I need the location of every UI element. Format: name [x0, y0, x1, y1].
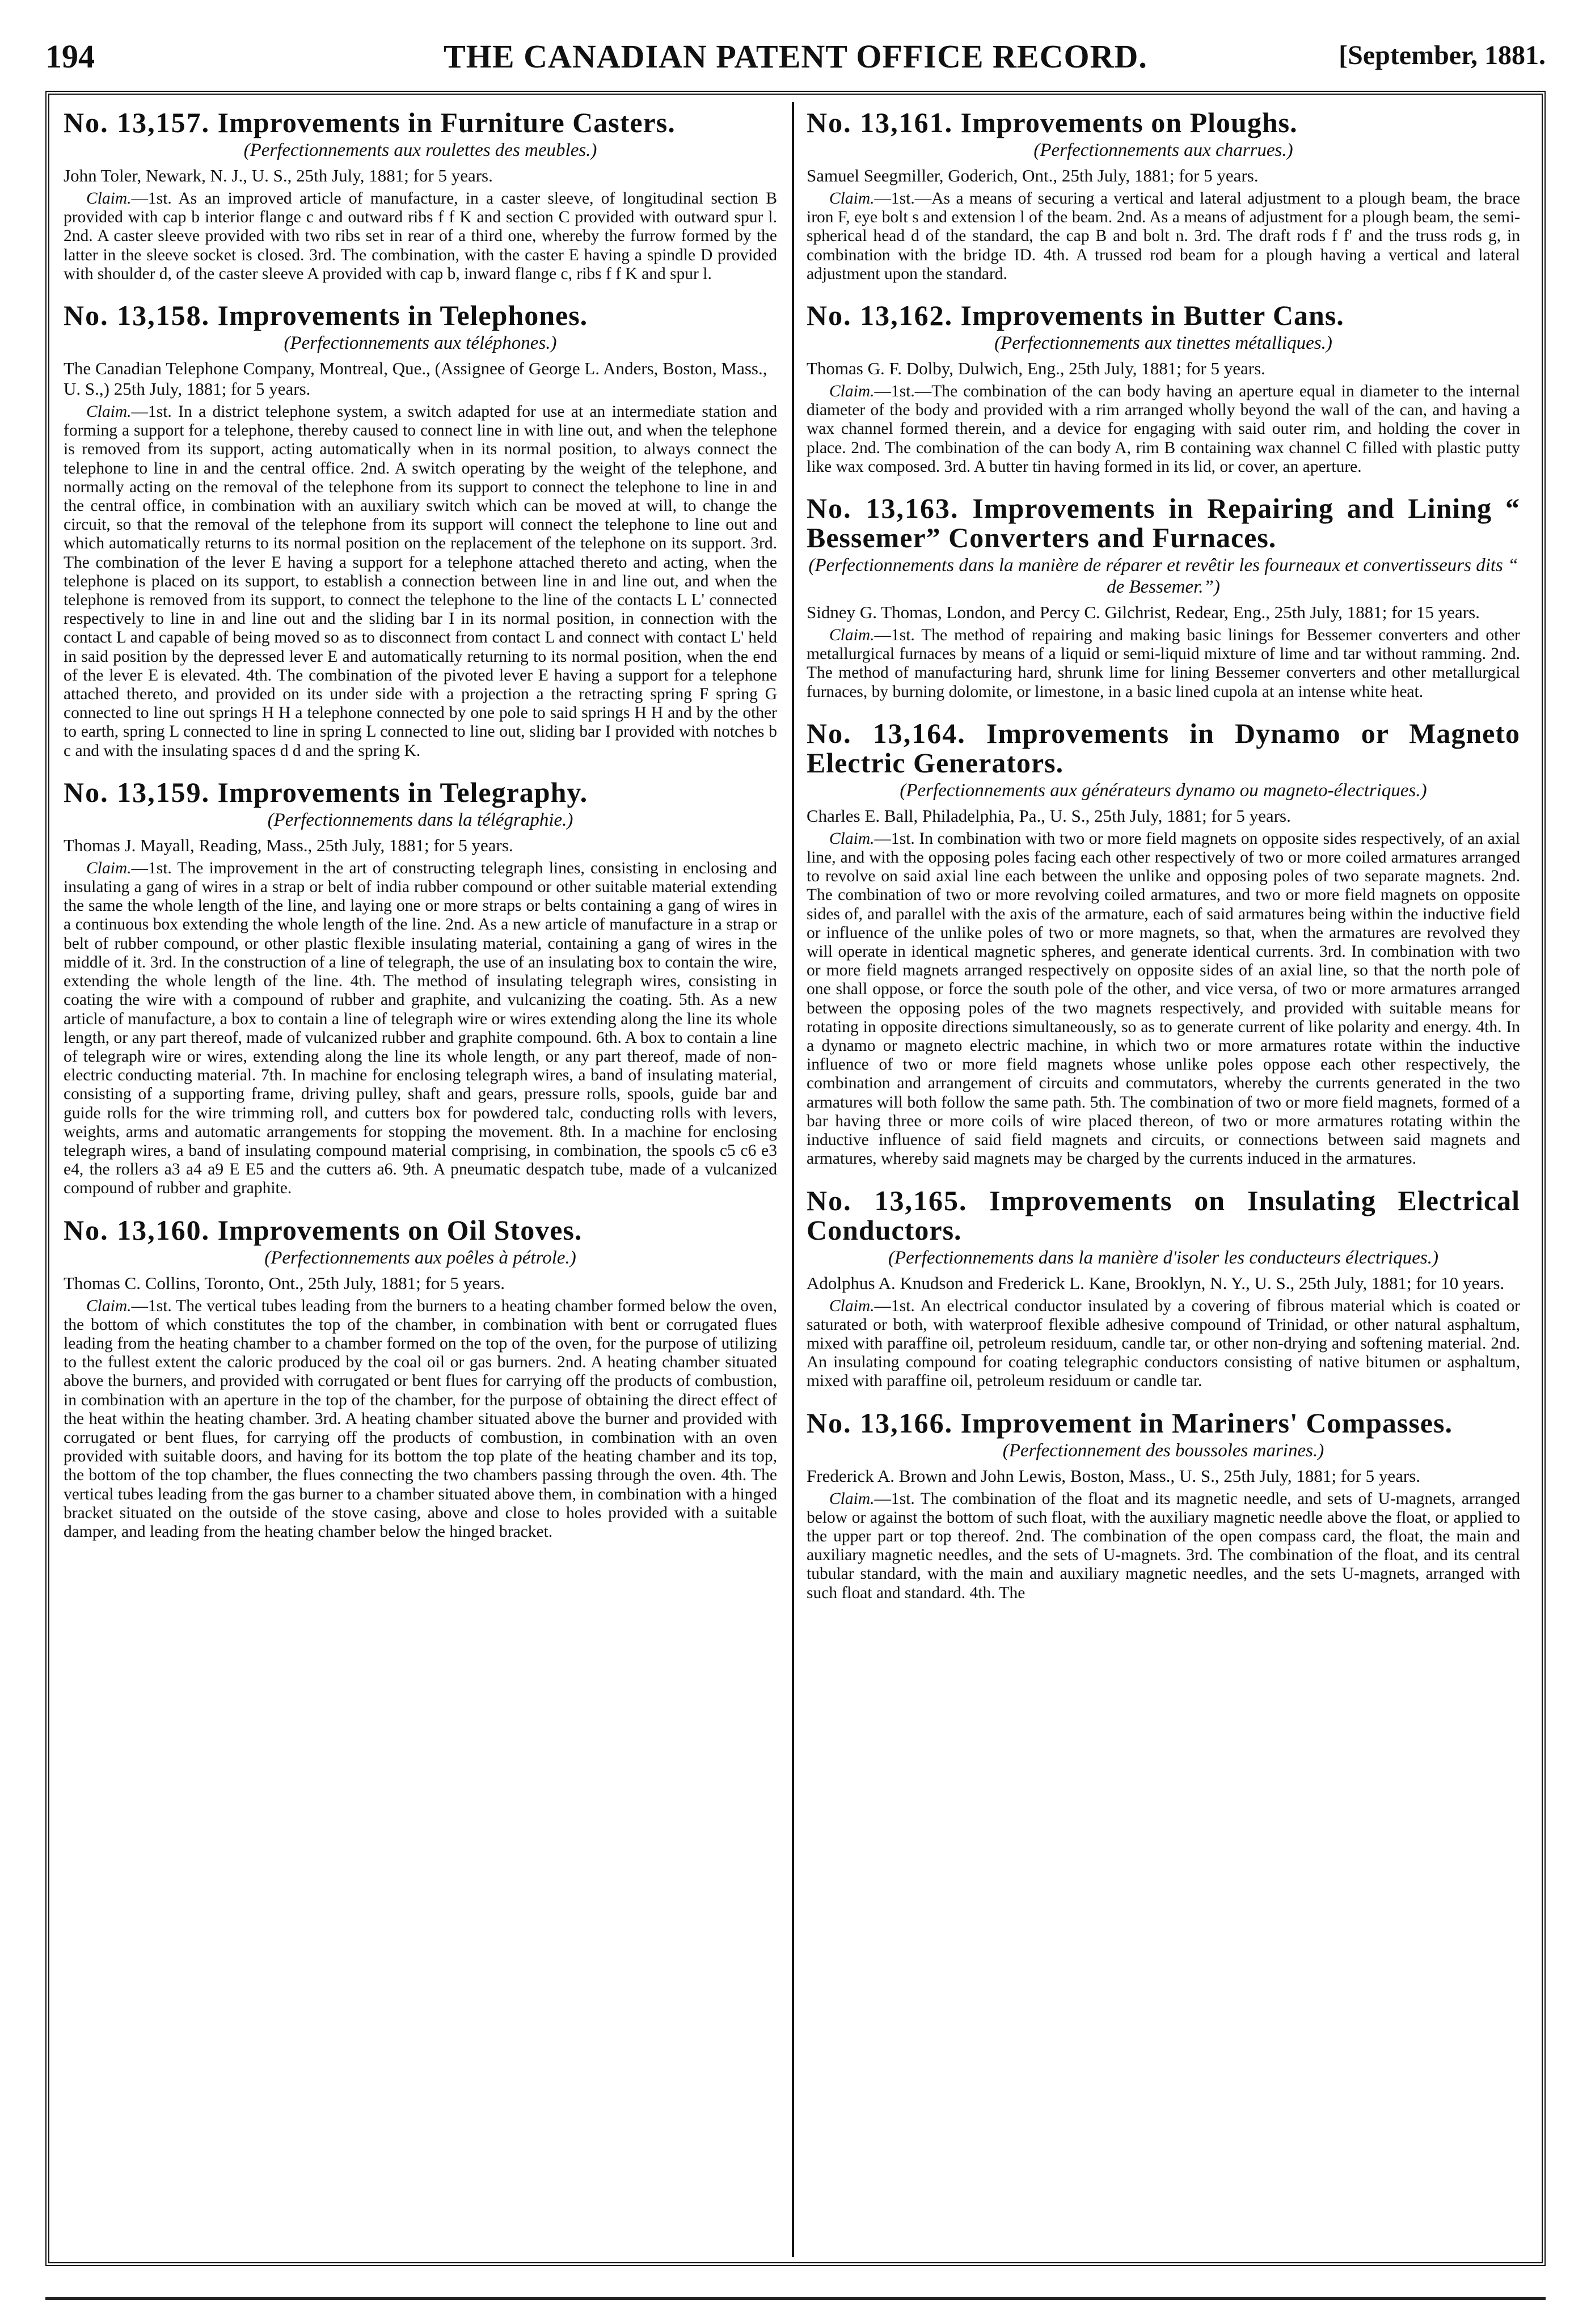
- claim-body: —1st. The method of repairing and making basic linings for Bessemer converters and other metallurgical furnaces by means of a liquid or semi-liquid mixture of lime and tar without ramming. 2nd. The method of manufacturing hard, shrunk lime for lining Bessemer converters and other metallurgical furnaces, by burning dolomite, or limestone, in a basic lined cupola at an intense white heat.: [807, 626, 1520, 701]
- claim-label: Claim.: [829, 1296, 875, 1315]
- claim-label: Claim.: [829, 829, 875, 848]
- claim-body: —1st. The improvement in the art of constructing telegraph lines, consisting in enclosing and insulating a gang of wires in a strap or belt of india rubber compound or other suitable material extending the same the whole length of the line, and laying one or more straps or belts containing a gang of wires in a continuous box extending the whole length of the line. 2nd. As a new article of manufacture in a strap or belt of rubber compound, or other plastic flexible insulating material, containing a gang of wires in the middle of it. 3rd. In the construction of a line of telegraph, the use of an insulating box to contain the wire, extending the whole length of the line. 4th. The method of insulating telegraph wires, consisting in coating the wire with a compound of rubber and graphite, and vulcanizing the coating. 5th. As a new article of manufacture, a box to contain a line of telegraph wire or wires extending along the line its whole length, or any part thereof, made of vulcanized rubber and graphite compound. 6th. A box to contain a line of telegraph wire or wires, extending along the line its whole length, or any part thereof, made of non-electric conducting material. 7th. In machine for enclosing telegraph wires, a band of insulating material, consisting of a supporting frame, driving pulley, shaft and gears, pressure rolls, spools, guide bar and guide rolls for the wire trimming roll, and cutters box for powdered talc, conducting rolls with levers, weights, arms and automatic arrangements for stopping the movement. 8th. In a machine for enclosing telegraph wires, a band of insulating compound material comprising, in combination, the spools c5 c6 e3 e4, the rollers a3 a4 a9 E E5 and the cutters a6. 9th. A pneumatic despatch tube, made of a vulcanized compound of rubber and graphite.: [64, 859, 777, 1198]
- patent-entry: [807, 1186, 1520, 1391]
- claim-label: Claim.: [829, 626, 875, 645]
- patent-number: No. 13,164.: [807, 717, 966, 749]
- patent-title: Improvements in Telephones.: [217, 299, 588, 332]
- claim-text: [64, 189, 777, 284]
- patent-heading: [807, 301, 1520, 330]
- publication-title: THE CANADIAN PATENT OFFICE RECORD.: [444, 38, 1147, 75]
- patent-heading: [807, 493, 1520, 552]
- patent-number: No. 13,163.: [807, 492, 959, 525]
- patent-title: Improvement in Mariners' Compasses.: [960, 1406, 1453, 1439]
- patent-entry: [807, 1408, 1520, 1603]
- patent-heading: [807, 1408, 1520, 1438]
- patent-heading: [807, 108, 1520, 137]
- patent-entry: [64, 778, 777, 1198]
- french-title: (Perfectionnements dans la télégraphie.): [267, 809, 573, 830]
- claim-label: Claim.: [86, 1296, 132, 1315]
- patent-heading: [807, 719, 1520, 778]
- patent-number: No. 13,157.: [64, 108, 210, 138]
- french-title: (Perfectionnements aux poêles à pétrole.): [264, 1247, 576, 1268]
- patent-entry: [64, 108, 777, 284]
- patent-title: Improvements in Furniture Casters.: [217, 108, 676, 138]
- claim-text: [64, 1297, 777, 1542]
- claim-body: —1st.—The combination of the can body having an aperture equal in diameter to the internal diameter of the body and provided with a rim arranged wholly beyond the wall of the can, and having a wax channel formed therein, and a device for engaging with said outer rim, and holding the cover in place. 2nd. The combination of the can body A, rim B containing wax channel C filled with plastic putty like wax composed. 3rd. A butter tin having formed in its lid, or cover, an aperture.: [807, 382, 1520, 476]
- french-title: (Perfectionnements aux téléphones.): [284, 333, 557, 354]
- patentee: Thomas C. Collins, Toronto, Ont., 25th July, 1881; for 5 years.: [64, 1273, 505, 1293]
- french-title: (Perfectionnement des boussoles marines.): [1002, 1440, 1324, 1461]
- claim-text: [807, 1490, 1520, 1603]
- patent-title: Improvements in Butter Cans.: [960, 299, 1344, 332]
- patent-heading: [64, 778, 777, 807]
- patent-number: No. 13,160.: [64, 1214, 210, 1246]
- french-title: (Perfectionnements dans la manière de réparer et revêtir les fourneaux et convertisseurs dits “ de Bessemer.”): [808, 555, 1518, 598]
- patent-entry: [64, 1215, 777, 1542]
- claim-body: —1st. The combination of the float and its magnetic needle, and sets of U-magnets, arranged below or against the bottom of such float, with the auxiliary magnetic needle above the float, or applied to the upper part or top thereof. 2nd. The combination of the open compass card, the float, the main and auxiliary magnetic needles, and the sets of U-magnets. 3rd. The combination of the float, and its central tubular standard, with the main and auxiliary magnetic needles, and the sets U-magnets, arranged with such float and standard. 4th. The: [807, 1489, 1520, 1602]
- patent-title: Improvements in Telegraphy.: [217, 776, 588, 808]
- patent-number: No. 13,162.: [807, 299, 953, 332]
- left-column: [64, 108, 777, 2246]
- patent-entry: [64, 301, 777, 760]
- claim-text: [807, 1297, 1520, 1391]
- french-title: (Perfectionnements aux générateurs dynamo ou magneto-électriques.): [900, 780, 1427, 801]
- french-title: (Perfectionnements dans la manière d'isoler les conducteurs électriques.): [888, 1247, 1438, 1268]
- claim-body: —1st. As an improved article of manufacture, in a caster sleeve, of longitudinal section B provided with cap b interior flange c and outward ribs f f K and section C provided with outward spur l. 2nd. A caster sleeve provided with two ribs set in rear of a third one, whereby the furrow formed by the latter in the sleeve socket is closed. 3rd. The combination, with the caster E having a spindle D provided with shoulder d, of the caster sleeve A provided with cap b, inward flange c, ribs f f K and spur l.: [64, 189, 777, 283]
- patentee: Adolphus A. Knudson and Frederick L. Kane, Brooklyn, N. Y., U. S., 25th July, 1881; for 10 years.: [807, 1273, 1505, 1293]
- bottom-rule: [45, 2297, 1546, 2300]
- claim-label: Claim.: [86, 859, 132, 877]
- patent-title: Improvements in Dynamo or Magneto Electric Generators.: [807, 717, 1520, 779]
- patent-entry: [807, 719, 1520, 1169]
- patentee: John Toler, Newark, N. J., U. S., 25th July, 1881; for 5 years.: [64, 166, 493, 185]
- patent-heading: [807, 1186, 1520, 1245]
- patent-entry: [807, 493, 1520, 702]
- claim-label: Claim.: [829, 189, 875, 208]
- claim-label: Claim.: [86, 189, 132, 208]
- patent-title: Improvements in Repairing and Lining “ Bessemer” Converters and Furnaces.: [807, 492, 1520, 554]
- patent-number: No. 13,165.: [807, 1184, 968, 1216]
- french-title: (Perfectionnements aux tinettes métalliques.): [994, 333, 1332, 354]
- patentee: Frederick A. Brown and John Lewis, Boston, Mass., U. S., 25th July, 1881; for 5 years.: [807, 1465, 1421, 1486]
- patentee: Samuel Seegmiller, Goderich, Ont., 25th July, 1881; for 5 years.: [807, 166, 1259, 185]
- claim-body: —1st.—As a means of securing a vertical and lateral adjustment to a plough beam, the brace iron F, eye bolt s and extension l of the beam. 2nd. As a means of adjustment for a plough beam, the semi-spherical head d of the standard, the cap B and bolt n. 3rd. The draft rods f f' and the truss rods g, in combination with the bridge ID. 4th. A trussed rod beam for a plough having a vertical and lateral adjustment upon the standard.: [807, 189, 1520, 283]
- patentee: Thomas J. Mayall, Reading, Mass., 25th July, 1881; for 5 years.: [64, 835, 513, 855]
- patent-title: Improvements on Ploughs.: [960, 108, 1298, 138]
- claim-label: Claim.: [829, 1489, 875, 1508]
- column-divider: [792, 102, 794, 2257]
- patent-entry: [807, 301, 1520, 476]
- patent-number: No. 13,166.: [807, 1406, 953, 1439]
- claim-body: —1st. The vertical tubes leading from the burners to a heating chamber formed below the oven, the bottom of which constitutes the top of the chamber, in combination with bent or corrugated flues leading from the heating chamber to a chamber formed on the top of the oven, for the purpose of utilizing to the fullest extent the caloric produced by the coal oil or gas burners. 2nd. A heating chamber situated above the burners, and provided with corrugated or bent flues for carrying off the products of combustion, in combination with an aperture in the top of the chamber, for the purpose of obtaining the direct effect of the heat within the heating chamber. 3rd. A heating chamber situated above the burner and provided with corrugated or bent flues, for carrying off the products of combustion, in combination with an oven provided with suitable doors, and having for its bottom the top plate of the heating chamber and its top, the bottom of the top chamber, the flues connecting the two chambers passing through the oven. 4th. The vertical tubes leading from the gas burner to a chamber situated above them, in combination with a hinged bracket situated on the outside of the stove casing, above and close to holes provided with a suitable damper, and leading from the heating chamber below the hinged bracket.: [64, 1296, 777, 1541]
- right-column: [807, 108, 1520, 2246]
- patent-title: Improvements on Oil Stoves.: [217, 1214, 583, 1246]
- patent-title: Improvements on Insulating Electrical Conductors.: [807, 1184, 1520, 1246]
- patentee: Thomas G. F. Dolby, Dulwich, Eng., 25th July, 1881; for 5 years.: [807, 358, 1265, 379]
- french-title: (Perfectionnements aux charrues.): [1033, 140, 1293, 160]
- patent-number: No. 13,159.: [64, 776, 210, 808]
- claim-text: [807, 189, 1520, 284]
- issue-date: [September, 1881.: [1339, 40, 1546, 70]
- claim-text: [807, 382, 1520, 476]
- claim-text: [807, 830, 1520, 1169]
- patent-heading: [64, 1215, 777, 1245]
- patentee: The Canadian Telephone Company, Montreal, Que., (Assignee of George L. Anders, Boston, Mass., U. S.,) 25th July, 1881; for 5 years.: [64, 358, 767, 399]
- claim-body: —1st. In combination with two or more field magnets on opposite sides respectively, of an axial line, and with the opposing poles facing each other respectively of two or more coiled armatures arranged to revolve on said axial line each between the unlike and opposing poles of two separate magnets. 2nd. The combination of two or more revolving coiled armatures, and two or more field magnets on opposite sides of, and parallel with the axis of the armature, each of said armatures being within the inductive field or influence of the unlike poles of two or more magnets, so that, when the armatures are revolved they will operate in identical magnetic spheres, and generate identical currents. 3rd. In combination with two or more field magnets arranged respectively on opposite sides of an axial line, so that the north pole of one shall oppose, or force the south pole of the other, and vice versa, of two or more armatures arranged between the opposing poles of the two magnets respectively, and provided with suitable means for rotating in opposite directions simultaneously, so as to generate current of like polarity and energy. 4th. In a dynamo or magneto electric machine, in which two or more armatures rotate within the inductive influence of two or more field magnets whose unlike poles oppose each other respectively, the combination and arrangement of circuits and commutators, whereby the currents generated in the two armatures will both follow the same path. 5th. The combination of two or more field magnets, formed of a bar having three or more coils of wire placed thereon, of two or more armatures rotating within the inductive influence of said field magnets and circuits, or connections between said magnets and armatures, whereby said magnets may be charged by the currents induced in the armatures.: [807, 829, 1520, 1168]
- claim-body: —1st. In a district telephone system, a switch adapted for use at an intermediate station and forming a support for a telephone, thereby caused to connect line in with line out, and when the telephone is removed from its support, acting automatically when in its normal position, to always connect the telephone to line in and the central office. 2nd. A switch operating by the weight of the telephone, and normally acting on the removal of the telephone from its support to connect the telephone to line in and the central office, in combination with an auxiliary switch which can be moved at will, to change the circuit, so that the removal of the telephone from its support will connect the telephone to line out and which automatically returns to its normal position on the replacement of the telephone on its support. 3rd. The combination of the lever E having a support for a telephone attached thereto and acting, when the telephone is placed on its support, to establish a connection between line in and line out, and when the telephone is removed from its support, to connect the telephone to the line of the contacts L L' connected respectively to line in and line out and the sliding bar I in its normal position, in connection with the contact L and capable of being moved so as to disconnect from contact L and connect with contact L' held in said position by the depressed lever E and automatically returning to its normal position, when the end of the lever E is elevated. 4th. The combination of the pivoted lever E having a support for a telephone attached thereto, and provided on its under side with a projection a the retracting spring F spring G connected to line out springs H H a telephone connected by one pole to said springs H H and by the other to earth, spring L connected to line in spring L connected to line out, sliding bar I provided with notches b c and with the insulating spaces d d and the spring K.: [64, 403, 777, 760]
- patentee: Charles E. Ball, Philadelphia, Pa., U. S., 25th July, 1881; for 5 years.: [807, 805, 1291, 826]
- patent-entry: [807, 108, 1520, 284]
- claim-label: Claim.: [86, 403, 132, 421]
- running-header: [45, 25, 1546, 87]
- page-number: 194: [45, 38, 95, 75]
- patent-number: No. 13,161.: [807, 108, 953, 138]
- patent-heading: [64, 108, 777, 137]
- claim-text: [807, 626, 1520, 702]
- patentee: Sidney G. Thomas, London, and Percy C. Gilchrist, Redear, Eng., 25th July, 1881; for 15 years.: [807, 602, 1480, 623]
- claim-text: [64, 403, 777, 760]
- patent-heading: [64, 301, 777, 330]
- claim-body: —1st. An electrical conductor insulated by a covering of fibrous material which is coated or saturated or both, with waterproof flexible adhesive compound of Trinidad, or other natural asphaltum, mixed with paraffine oil, petroleum residuum, candle tar, or other non-drying and softening material. 2nd. An insulating compound for coating telegraphic conductors consisting of native bitumen or asphaltum, mixed with paraffine oil, petroleum residuum or candle tar.: [807, 1296, 1520, 1391]
- claim-text: [64, 859, 777, 1198]
- french-title: (Perfectionnements aux roulettes des meubles.): [243, 140, 597, 160]
- patent-number: No. 13,158.: [64, 299, 210, 332]
- claim-label: Claim.: [829, 382, 875, 401]
